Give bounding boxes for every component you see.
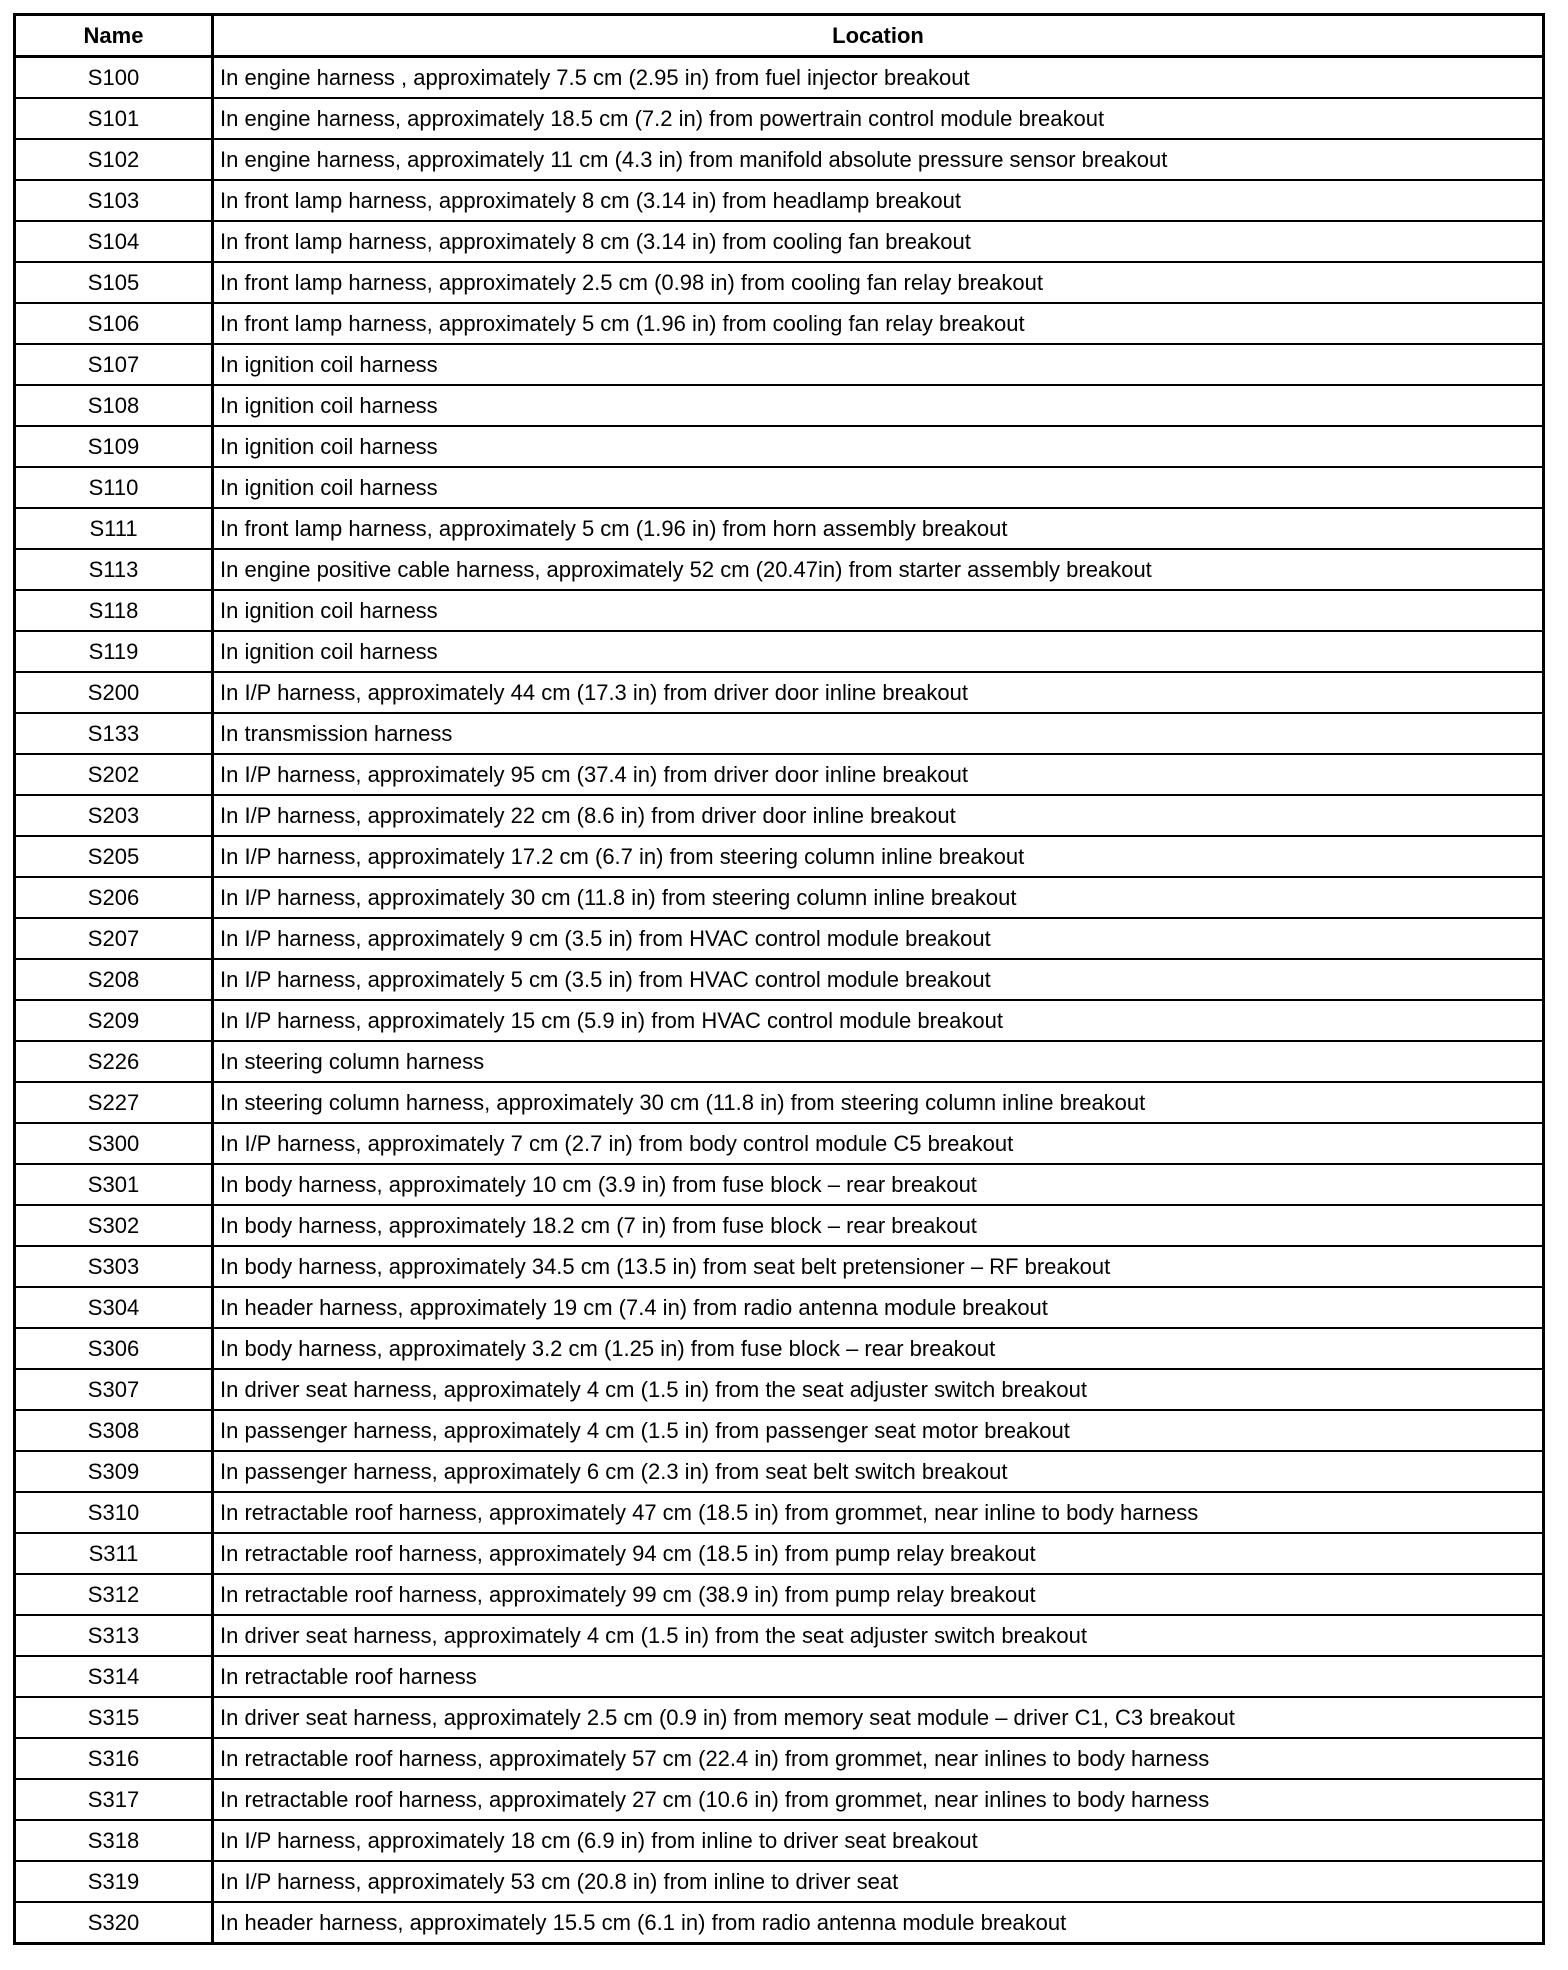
splice-name-cell: S308 [15, 1410, 213, 1451]
splice-name-cell: S304 [15, 1287, 213, 1328]
table-row [15, 1574, 1544, 1615]
table-row [15, 1738, 1544, 1779]
table-row [15, 1451, 1544, 1492]
table-row [15, 344, 1544, 385]
splice-name-cell: S119 [15, 631, 213, 672]
splice-location-cell: In passenger harness, approximately 6 cm (2.3 in) from seat belt switch breakout [213, 1451, 1544, 1492]
splice-location-cell: In I/P harness, approximately 17.2 cm (6.7 in) from steering column inline breakout [213, 836, 1544, 877]
table-row [15, 1000, 1544, 1041]
splice-name-cell: S109 [15, 426, 213, 467]
table-row [15, 303, 1544, 344]
splice-location-cell: In ignition coil harness [213, 385, 1544, 426]
splice-location-cell: In ignition coil harness [213, 426, 1544, 467]
splice-location-cell: In driver seat harness, approximately 2.5 cm (0.9 in) from memory seat module – driver C1, C3 breakout [213, 1697, 1544, 1738]
splice-location-cell: In I/P harness, approximately 30 cm (11.8 in) from steering column inline breakout [213, 877, 1544, 918]
splice-name-cell: S313 [15, 1615, 213, 1656]
splice-name-cell: S316 [15, 1738, 213, 1779]
table-row [15, 1615, 1544, 1656]
splice-location-table [13, 13, 1545, 1945]
splice-location-cell: In steering column harness, approximately 30 cm (11.8 in) from steering column inline breakout [213, 1082, 1544, 1123]
splice-name-cell: S110 [15, 467, 213, 508]
table-header-row [15, 15, 1544, 57]
table-row [15, 262, 1544, 303]
splice-name-cell: S104 [15, 221, 213, 262]
table-row [15, 180, 1544, 221]
splice-name-cell: S113 [15, 549, 213, 590]
splice-location-cell: In front lamp harness, approximately 5 cm (1.96 in) from horn assembly breakout [213, 508, 1544, 549]
splice-location-cell: In retractable roof harness, approximately 99 cm (38.9 in) from pump relay breakout [213, 1574, 1544, 1615]
splice-location-cell: In I/P harness, approximately 53 cm (20.8 in) from inline to driver seat [213, 1861, 1544, 1902]
splice-location-cell: In front lamp harness, approximately 5 cm (1.96 in) from cooling fan relay breakout [213, 303, 1544, 344]
splice-location-cell: In I/P harness, approximately 7 cm (2.7 in) from body control module C5 breakout [213, 1123, 1544, 1164]
splice-location-cell: In front lamp harness, approximately 2.5 cm (0.98 in) from cooling fan relay breakout [213, 262, 1544, 303]
splice-location-cell: In front lamp harness, approximately 8 cm (3.14 in) from headlamp breakout [213, 180, 1544, 221]
table-row [15, 1861, 1544, 1902]
table-row [15, 1656, 1544, 1697]
table-row [15, 426, 1544, 467]
splice-location-cell: In header harness, approximately 19 cm (7.4 in) from radio antenna module breakout [213, 1287, 1544, 1328]
splice-name-cell: S106 [15, 303, 213, 344]
splice-name-cell: S105 [15, 262, 213, 303]
splice-name-cell: S319 [15, 1861, 213, 1902]
splice-name-cell: S303 [15, 1246, 213, 1287]
splice-name-cell: S200 [15, 672, 213, 713]
column-header-location: Location [213, 15, 1544, 57]
splice-name-cell: S320 [15, 1902, 213, 1944]
splice-name-cell: S310 [15, 1492, 213, 1533]
splice-name-cell: S301 [15, 1164, 213, 1205]
table-row [15, 959, 1544, 1000]
splice-location-cell: In retractable roof harness, approximately 57 cm (22.4 in) from grommet, near inlines to body harness [213, 1738, 1544, 1779]
table-row [15, 1492, 1544, 1533]
table-row [15, 1205, 1544, 1246]
table-row [15, 795, 1544, 836]
splice-name-cell: S108 [15, 385, 213, 426]
splice-name-cell: S102 [15, 139, 213, 180]
splice-name-cell: S202 [15, 754, 213, 795]
table-row [15, 1082, 1544, 1123]
splice-name-cell: S315 [15, 1697, 213, 1738]
splice-name-cell: S205 [15, 836, 213, 877]
splice-name-cell: S107 [15, 344, 213, 385]
table-row [15, 631, 1544, 672]
table-row [15, 1328, 1544, 1369]
splice-name-cell: S101 [15, 98, 213, 139]
splice-name-cell: S309 [15, 1451, 213, 1492]
table-body [15, 57, 1544, 1944]
splice-location-cell: In retractable roof harness [213, 1656, 1544, 1697]
splice-name-cell: S207 [15, 918, 213, 959]
table-row [15, 1410, 1544, 1451]
splice-name-cell: S111 [15, 508, 213, 549]
table-row [15, 467, 1544, 508]
splice-location-cell: In ignition coil harness [213, 467, 1544, 508]
table-row [15, 918, 1544, 959]
splice-name-cell: S312 [15, 1574, 213, 1615]
splice-location-cell: In retractable roof harness, approximately 94 cm (18.5 in) from pump relay breakout [213, 1533, 1544, 1574]
table-row [15, 754, 1544, 795]
splice-name-cell: S311 [15, 1533, 213, 1574]
splice-location-cell: In body harness, approximately 34.5 cm (13.5 in) from seat belt pretensioner – RF breakout [213, 1246, 1544, 1287]
table-row [15, 1533, 1544, 1574]
splice-name-cell: S208 [15, 959, 213, 1000]
splice-location-cell: In I/P harness, approximately 18 cm (6.9 in) from inline to driver seat breakout [213, 1820, 1544, 1861]
table-row [15, 57, 1544, 99]
splice-location-cell: In passenger harness, approximately 4 cm (1.5 in) from passenger seat motor breakout [213, 1410, 1544, 1451]
table-row [15, 385, 1544, 426]
table-row [15, 877, 1544, 918]
splice-location-cell: In front lamp harness, approximately 8 cm (3.14 in) from cooling fan breakout [213, 221, 1544, 262]
table-row [15, 713, 1544, 754]
splice-location-cell: In body harness, approximately 3.2 cm (1.25 in) from fuse block – rear breakout [213, 1328, 1544, 1369]
table-row [15, 1246, 1544, 1287]
splice-name-cell: S318 [15, 1820, 213, 1861]
table-row [15, 98, 1544, 139]
splice-location-cell: In header harness, approximately 15.5 cm (6.1 in) from radio antenna module breakout [213, 1902, 1544, 1944]
table-row [15, 1123, 1544, 1164]
splice-location-cell: In retractable roof harness, approximately 47 cm (18.5 in) from grommet, near inline to body harness [213, 1492, 1544, 1533]
splice-location-cell: In retractable roof harness, approximately 27 cm (10.6 in) from grommet, near inlines to body harness [213, 1779, 1544, 1820]
table-row [15, 1779, 1544, 1820]
splice-location-cell: In ignition coil harness [213, 590, 1544, 631]
table-row [15, 1041, 1544, 1082]
splice-location-cell: In ignition coil harness [213, 631, 1544, 672]
splice-name-cell: S118 [15, 590, 213, 631]
table-row [15, 836, 1544, 877]
splice-name-cell: S103 [15, 180, 213, 221]
column-header-name: Name [15, 15, 213, 57]
splice-location-cell: In steering column harness [213, 1041, 1544, 1082]
table-row [15, 1287, 1544, 1328]
splice-location-table-container [13, 13, 1545, 1945]
table-row [15, 549, 1544, 590]
table-row [15, 1164, 1544, 1205]
splice-location-cell: In engine positive cable harness, approximately 52 cm (20.47in) from starter assembly breakout [213, 549, 1544, 590]
splice-location-cell: In I/P harness, approximately 44 cm (17.3 in) from driver door inline breakout [213, 672, 1544, 713]
table-row [15, 590, 1544, 631]
splice-location-cell: In I/P harness, approximately 15 cm (5.9 in) from HVAC control module breakout [213, 1000, 1544, 1041]
splice-name-cell: S226 [15, 1041, 213, 1082]
table-row [15, 1697, 1544, 1738]
splice-location-cell: In engine harness, approximately 11 cm (4.3 in) from manifold absolute pressure sensor breakout [213, 139, 1544, 180]
splice-location-cell: In body harness, approximately 10 cm (3.9 in) from fuse block – rear breakout [213, 1164, 1544, 1205]
splice-name-cell: S227 [15, 1082, 213, 1123]
splice-location-cell: In transmission harness [213, 713, 1544, 754]
splice-location-cell: In I/P harness, approximately 9 cm (3.5 in) from HVAC control module breakout [213, 918, 1544, 959]
table-row [15, 221, 1544, 262]
splice-location-cell: In I/P harness, approximately 5 cm (3.5 in) from HVAC control module breakout [213, 959, 1544, 1000]
table-row [15, 508, 1544, 549]
splice-name-cell: S209 [15, 1000, 213, 1041]
splice-name-cell: S206 [15, 877, 213, 918]
splice-location-cell: In engine harness , approximately 7.5 cm (2.95 in) from fuel injector breakout [213, 57, 1544, 99]
table-row [15, 1902, 1544, 1944]
splice-name-cell: S306 [15, 1328, 213, 1369]
table-row [15, 139, 1544, 180]
splice-name-cell: S314 [15, 1656, 213, 1697]
splice-location-cell: In body harness, approximately 18.2 cm (7 in) from fuse block – rear breakout [213, 1205, 1544, 1246]
splice-name-cell: S100 [15, 57, 213, 99]
splice-name-cell: S317 [15, 1779, 213, 1820]
table-row [15, 1369, 1544, 1410]
splice-location-cell: In driver seat harness, approximately 4 cm (1.5 in) from the seat adjuster switch breakout [213, 1615, 1544, 1656]
splice-location-cell: In driver seat harness, approximately 4 cm (1.5 in) from the seat adjuster switch breakout [213, 1369, 1544, 1410]
splice-location-cell: In I/P harness, approximately 22 cm (8.6 in) from driver door inline breakout [213, 795, 1544, 836]
splice-name-cell: S302 [15, 1205, 213, 1246]
splice-location-cell: In engine harness, approximately 18.5 cm (7.2 in) from powertrain control module breakout [213, 98, 1544, 139]
splice-name-cell: S133 [15, 713, 213, 754]
splice-name-cell: S300 [15, 1123, 213, 1164]
splice-location-cell: In I/P harness, approximately 95 cm (37.4 in) from driver door inline breakout [213, 754, 1544, 795]
table-row [15, 672, 1544, 713]
table-row [15, 1820, 1544, 1861]
splice-name-cell: S307 [15, 1369, 213, 1410]
splice-location-cell: In ignition coil harness [213, 344, 1544, 385]
splice-name-cell: S203 [15, 795, 213, 836]
